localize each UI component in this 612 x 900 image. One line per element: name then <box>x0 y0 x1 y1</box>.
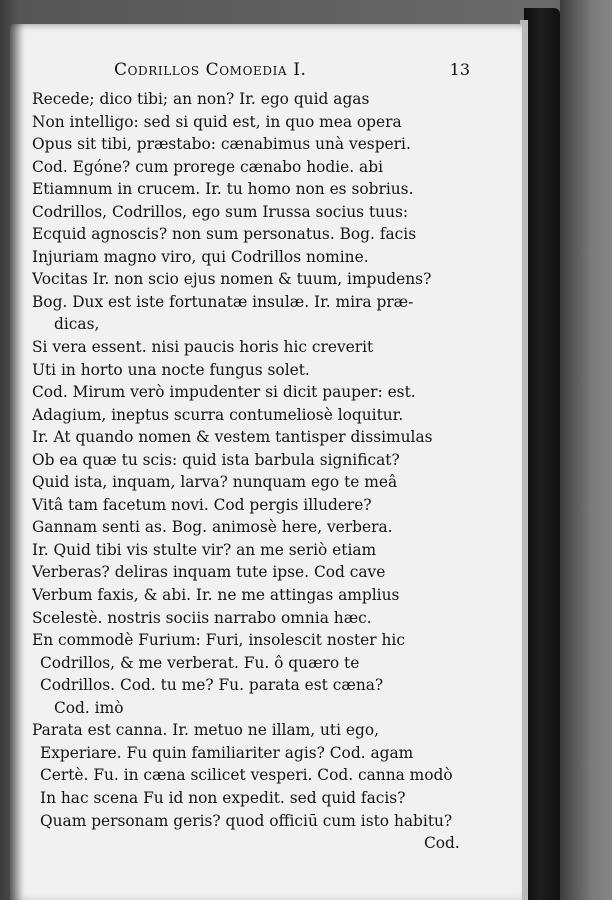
catchword: Cod. <box>424 834 460 853</box>
text-line: Gannam senti as. Bog. animosè here, verbera. <box>32 518 393 537</box>
book-cover-edge <box>524 8 560 900</box>
text-line: Cod. Egóne? cum prorege cænabo hodie. abi <box>32 157 383 176</box>
text-line: En commodè Furium: Furi, insolescit noster hic <box>32 631 405 650</box>
text-line: Codrillos. Cod. tu me? Fu. parata est cæna? <box>40 676 384 695</box>
book-page <box>10 24 522 900</box>
text-line: Cod. Mirum verò impudenter si dicit pauper: est. <box>32 383 416 402</box>
text-line: Quid ista, inquam, larva? nunquam ego te meâ <box>32 473 398 492</box>
text-line: In hac scena Fu id non expedit. sed quid facis? <box>40 788 406 807</box>
text-line: Verbum faxis, & abi. Ir. ne me attingas amplius <box>32 586 400 605</box>
text-line: Verberas? deliras inquam tute ipse. Cod cave <box>32 563 386 582</box>
text-line: Recede; dico tibi; an non? Ir. ego quid agas <box>32 90 370 108</box>
page-number: 13 <box>449 60 470 79</box>
text-line: Adagium, ineptus scurra contumeliosè loquitur. <box>32 405 404 424</box>
text-line: Opus sit tibi, præstabo: cænabimus unà vesperi. <box>32 135 411 154</box>
page-header <box>114 60 470 84</box>
text-line: Vocitas Ir. non scio ejus nomen & tuum, impudens? <box>32 270 432 289</box>
text-line: Experiare. Fu quin familiariter agis? Cod. agam <box>40 743 414 762</box>
text-line: Cod. imò <box>54 698 124 717</box>
text-line: Vitâ tam facetum novi. Cod pergis illudere? <box>32 495 372 514</box>
gutter-shadow <box>10 24 24 900</box>
text-line: Ecquid agnoscis? non sum personatus. Bog. facis <box>32 225 417 244</box>
body-text <box>32 88 492 855</box>
text-line: Scelestè. nostris sociis narrabo omnia hæc. <box>32 608 372 627</box>
text-line: Injuriam magno viro, qui Codrillos nomine. <box>32 247 369 266</box>
text-line: Certè. Fu. in cæna scilicet vesperi. Cod. canna modò <box>40 766 453 785</box>
text-line: Etiamnum in crucem. Ir. tu homo non es sobrius. <box>32 180 414 199</box>
running-title: Codrillos Comoedia I. <box>114 60 307 80</box>
table-surface <box>560 0 612 900</box>
text-line: dicas, <box>54 315 100 334</box>
text-line: Codrillos, & me verberat. Fu. ô quæro te <box>40 653 360 672</box>
text-line: Parata est canna. Ir. metuo ne illam, uti ego, <box>32 721 380 740</box>
text-line: Bog. Dux est iste fortunatæ insulæ. Ir. mira præ- <box>32 292 414 311</box>
text-line: Ob ea quæ tu scis: quid ista barbula significat? <box>32 450 400 469</box>
text-line: Si vera essent. nisi paucis horis hic creverit <box>32 338 374 357</box>
text-line: Ir. Quid tibi vis stulte vir? an me seriò etiam <box>32 540 377 559</box>
text-line: Quam personam geris? quod officiū cum isto habitu? <box>40 811 453 830</box>
text-line: Codrillos, Codrillos, ego sum Irussa socius tuus: <box>32 202 409 221</box>
text-line: Uti in horto una nocte fungus solet. <box>32 360 310 379</box>
text-line: Ir. At quando nomen & vestem tantisper dissimulas <box>32 428 433 447</box>
text-line: Non intelligo: sed si quid est, in quo mea opera <box>32 112 402 131</box>
